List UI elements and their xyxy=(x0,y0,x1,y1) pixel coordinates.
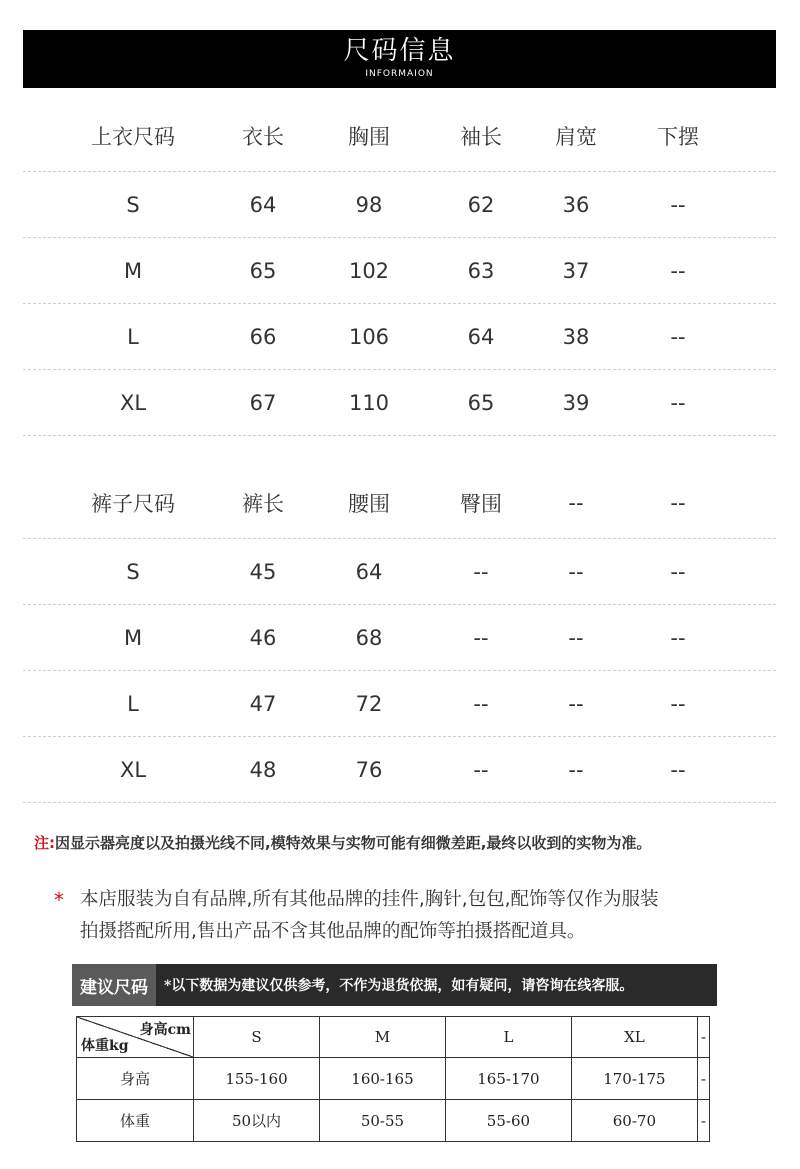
table-cell: 72 xyxy=(355,691,383,716)
table-cell: 102 xyxy=(348,258,390,283)
suggest-bar xyxy=(72,964,717,1006)
table-cell: -- xyxy=(473,757,489,782)
table-cell: 39 xyxy=(562,390,590,415)
size-col-s: S xyxy=(194,1017,320,1058)
table-cell: 65 xyxy=(249,258,277,283)
column-header: 袖长 xyxy=(460,124,502,149)
column-header: 裤子尺码 xyxy=(91,491,175,516)
asterisk-icon: * xyxy=(54,888,64,912)
table-cell: 160-165 xyxy=(319,1058,445,1100)
table-cell: -- xyxy=(670,258,686,283)
suggest-header-row xyxy=(77,1017,710,1058)
table-cell: -- xyxy=(473,625,489,650)
table-cell: -- xyxy=(473,559,489,584)
size-col-xl: XL xyxy=(571,1017,697,1058)
table-cell: 64 xyxy=(249,192,277,217)
table-cell: 67 xyxy=(249,390,277,415)
table-row xyxy=(23,370,776,436)
suggest-tag: 建议尺码 xyxy=(72,964,156,1006)
pants-size-table xyxy=(23,467,776,803)
corner-cell xyxy=(77,1017,194,1058)
column-header: 臀围 xyxy=(460,491,502,516)
table-cell: 37 xyxy=(562,258,590,283)
table-cell: -- xyxy=(670,691,686,716)
column-header: -- xyxy=(670,490,686,515)
table-row xyxy=(23,304,776,370)
table-cell: 63 xyxy=(467,258,495,283)
table-row xyxy=(23,737,776,803)
top-size-table xyxy=(23,100,776,436)
row-label-weight: 体重 xyxy=(77,1100,194,1142)
column-header: 腰围 xyxy=(348,491,390,516)
table-row xyxy=(23,605,776,671)
table-cell: L xyxy=(127,691,139,716)
table-cell: 165-170 xyxy=(445,1058,571,1100)
table-cell: XL xyxy=(119,757,147,782)
table-row xyxy=(23,539,776,605)
table-cell: 110 xyxy=(348,390,390,415)
table-row xyxy=(23,172,776,238)
table-cell: 106 xyxy=(348,324,390,349)
note-text: 因显示器亮度以及拍摄光线不同,模特效果与实物可能有细微差距,最终以收到的实物为准。 xyxy=(55,834,652,852)
table-header-row xyxy=(23,467,776,539)
table-cell: -- xyxy=(568,559,584,584)
column-header: 裤长 xyxy=(242,491,284,516)
table-cell: 98 xyxy=(355,192,383,217)
table-cell: M xyxy=(123,625,143,650)
size-col-m: M xyxy=(319,1017,445,1058)
table-cell: 155-160 xyxy=(194,1058,320,1100)
table-cell: 170-175 xyxy=(571,1058,697,1100)
table-cell: 45 xyxy=(249,559,277,584)
header-subtitle: INFORMAION xyxy=(365,69,434,79)
suggest-height-row xyxy=(77,1058,710,1100)
table-cell: 55-60 xyxy=(445,1100,571,1142)
corner-height-label: 身高cm xyxy=(139,1022,191,1038)
display-note xyxy=(34,832,651,853)
table-cell: -- xyxy=(568,691,584,716)
size-col-extra: - xyxy=(697,1017,709,1058)
note-prefix: 注: xyxy=(34,834,55,852)
page-header xyxy=(23,30,776,88)
column-header: -- xyxy=(568,490,584,515)
size-col-l: L xyxy=(445,1017,571,1058)
table-cell: -- xyxy=(670,192,686,217)
table-cell: -- xyxy=(568,625,584,650)
table-header-row xyxy=(23,100,776,172)
table-cell: -- xyxy=(670,559,686,584)
table-cell: -- xyxy=(568,757,584,782)
header-title: 尺码信息 xyxy=(343,36,456,66)
table-cell: - xyxy=(697,1058,709,1100)
table-cell: S xyxy=(126,192,140,217)
table-cell: 50以内 xyxy=(194,1100,320,1142)
table-cell: 76 xyxy=(355,757,383,782)
table-cell: 64 xyxy=(467,324,495,349)
suggest-weight-row xyxy=(77,1100,710,1142)
table-cell: -- xyxy=(473,691,489,716)
table-cell: 47 xyxy=(249,691,277,716)
table-cell: 66 xyxy=(249,324,277,349)
table-cell: - xyxy=(697,1100,709,1142)
table-cell: 46 xyxy=(249,625,277,650)
table-cell: M xyxy=(123,258,143,283)
table-row xyxy=(23,671,776,737)
brand-note-line1: 本店服装为自有品牌,所有其他品牌的挂件,胸针,包包,配饰等仅作为服装 xyxy=(80,889,659,910)
table-cell: 60-70 xyxy=(571,1100,697,1142)
table-cell: -- xyxy=(670,625,686,650)
column-header: 胸围 xyxy=(348,124,390,149)
corner-weight-label: 体重kg xyxy=(81,1038,129,1054)
table-cell: S xyxy=(126,559,140,584)
table-cell: 68 xyxy=(355,625,383,650)
column-header: 肩宽 xyxy=(555,124,597,149)
table-row xyxy=(23,238,776,304)
table-cell: 36 xyxy=(562,192,590,217)
column-header: 衣长 xyxy=(242,124,284,149)
brand-note xyxy=(54,884,659,948)
table-cell: 64 xyxy=(355,559,383,584)
table-cell: XL xyxy=(119,390,147,415)
table-cell: -- xyxy=(670,390,686,415)
suggest-size-table xyxy=(76,1016,710,1142)
column-header: 上衣尺码 xyxy=(91,124,175,149)
table-cell: 48 xyxy=(249,757,277,782)
brand-note-line2: 拍摄搭配所用,售出产品不含其他品牌的配饰等拍摄搭配道具。 xyxy=(80,921,586,942)
table-cell: L xyxy=(127,324,139,349)
table-cell: -- xyxy=(670,324,686,349)
row-label-height: 身高 xyxy=(77,1058,194,1100)
suggest-desc: *以下数据为建议仅供参考，不作为退货依据，如有疑问，请咨询在线客服。 xyxy=(164,978,634,994)
table-cell: 62 xyxy=(467,192,495,217)
table-cell: 50-55 xyxy=(319,1100,445,1142)
table-cell: -- xyxy=(670,757,686,782)
table-cell: 65 xyxy=(467,390,495,415)
table-cell: 38 xyxy=(562,324,590,349)
column-header: 下摆 xyxy=(657,124,699,149)
